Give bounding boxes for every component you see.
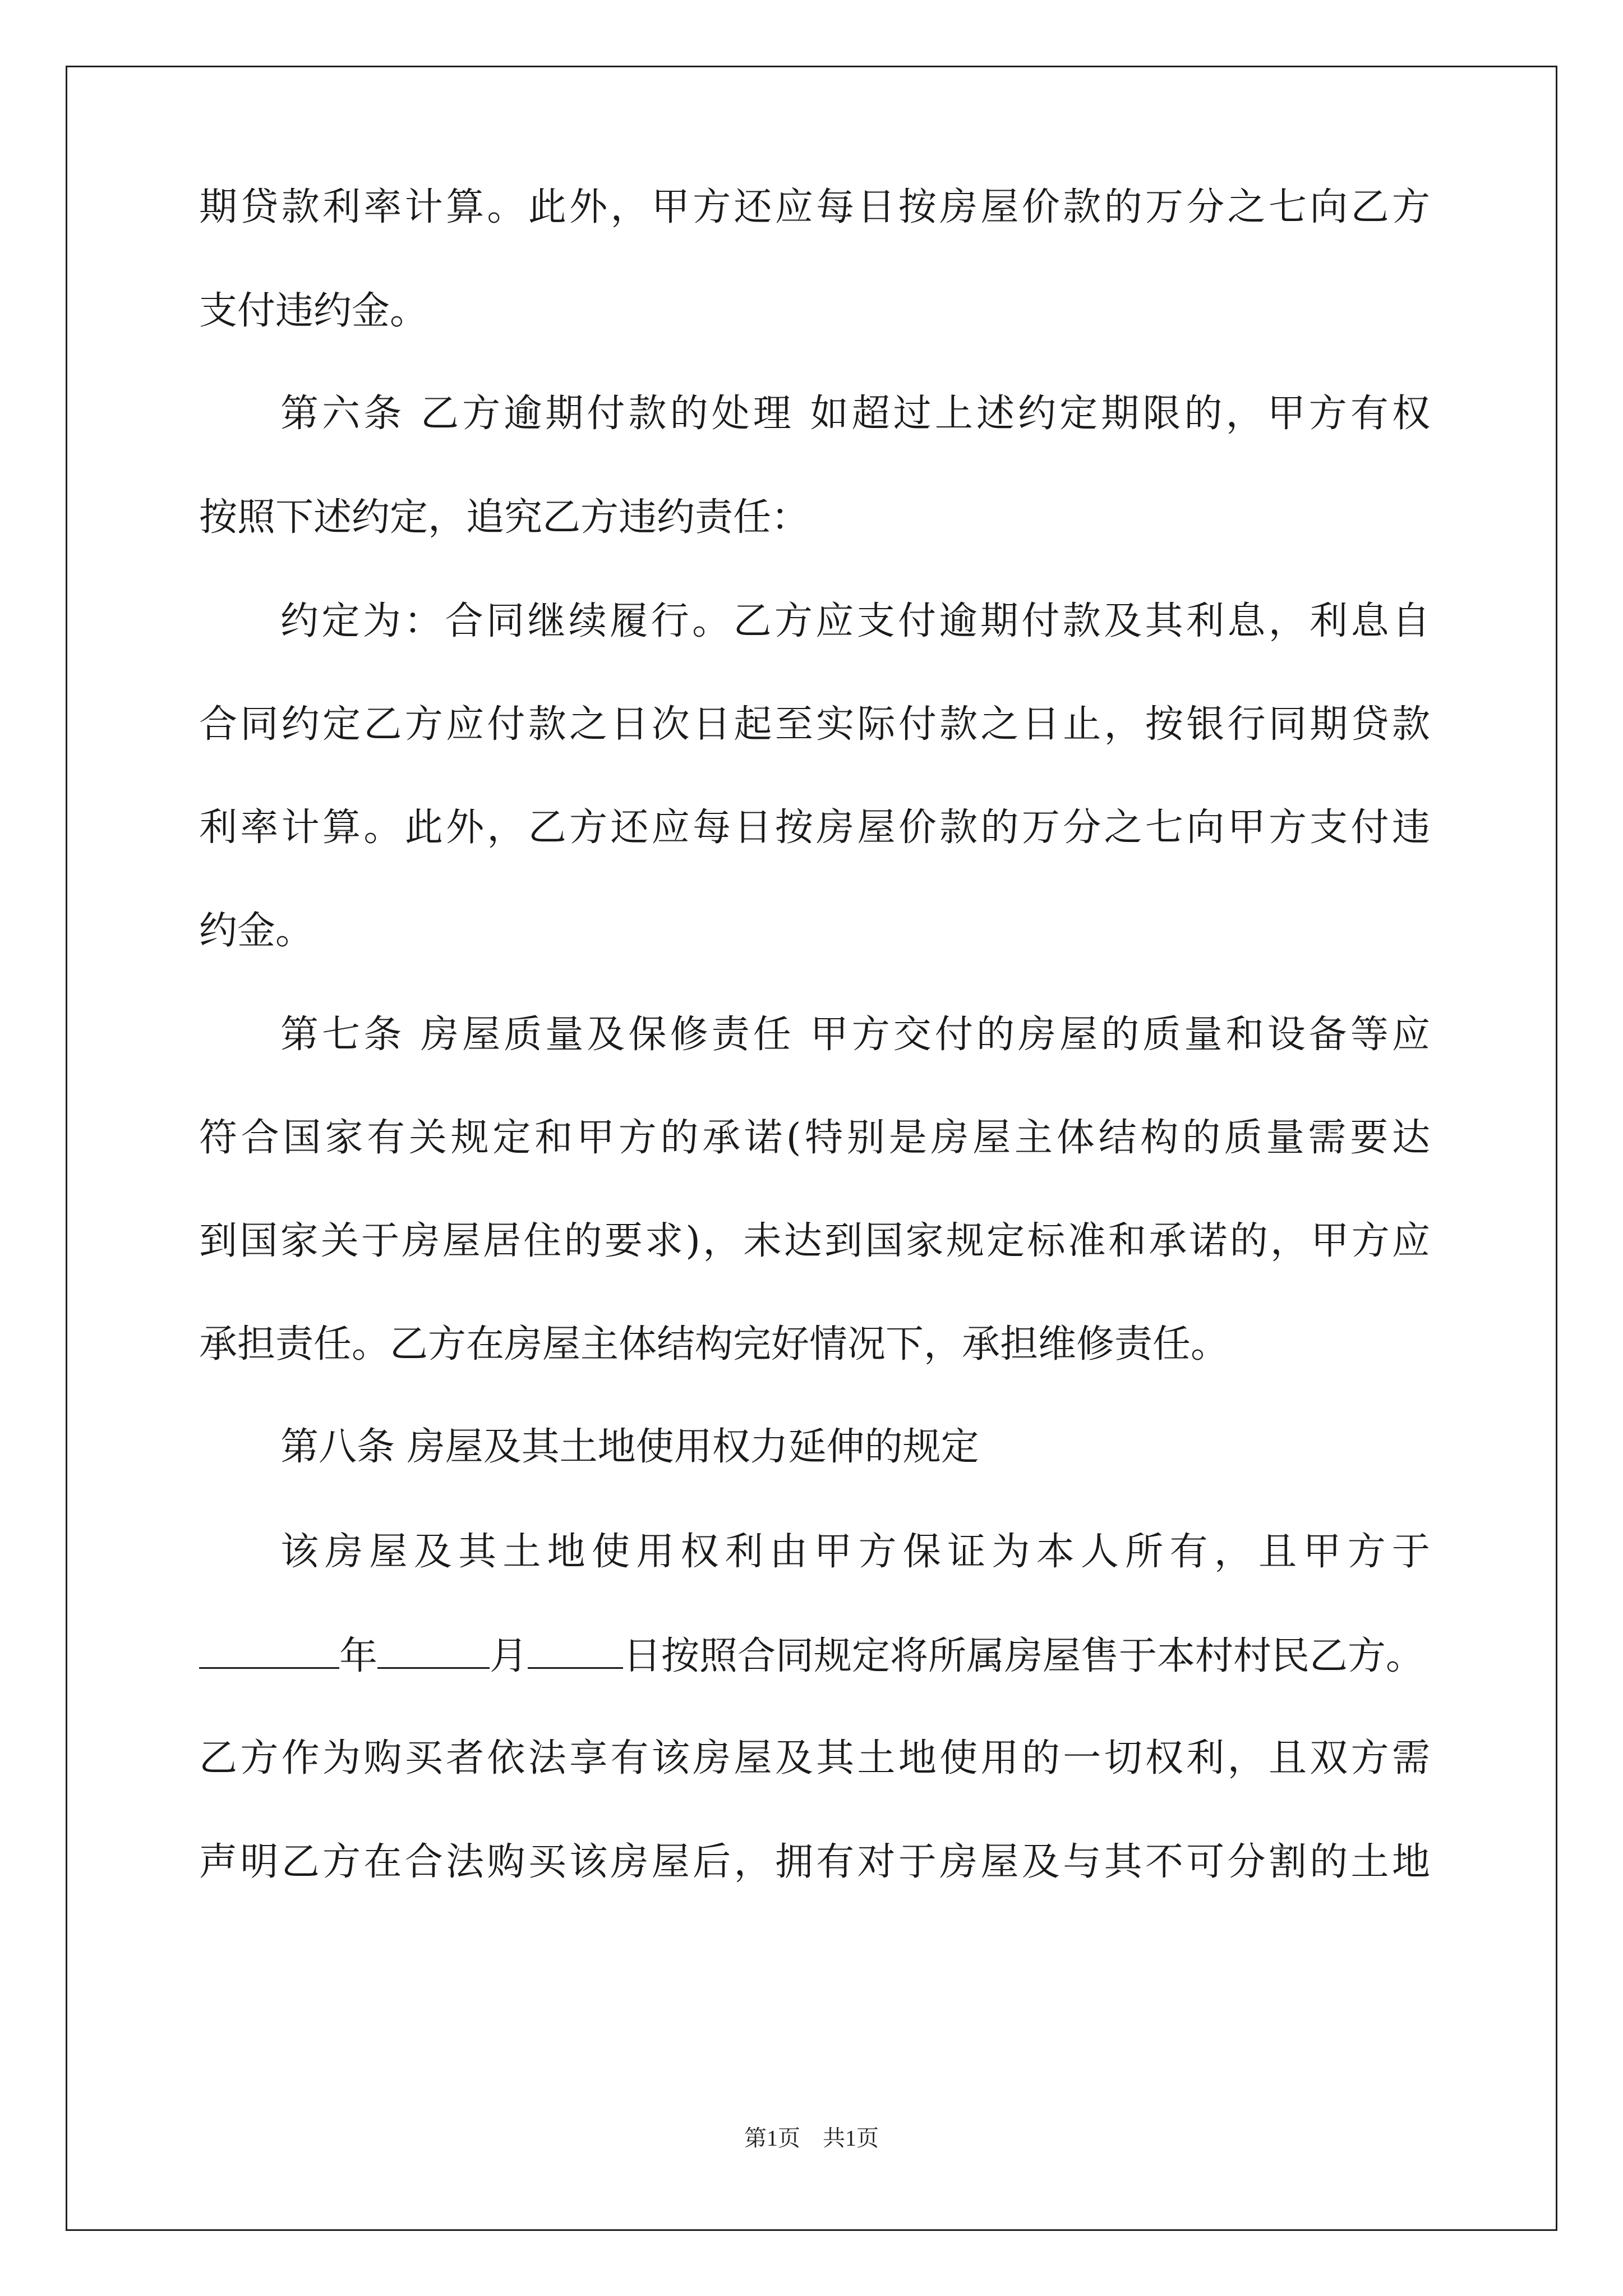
text-line: 约金。 bbox=[199, 909, 314, 953]
article-8-heading: 第八条 房屋及其土地使用权力延伸的规定 bbox=[280, 1425, 979, 1469]
page-number: 第1页 bbox=[744, 2125, 800, 2151]
text-line: 按照下述约定，追究乙方违约责任： bbox=[199, 495, 810, 540]
article-6-heading: 第六条 乙方逾期付款的处理 如超过上述约定期限的，甲方有权 bbox=[280, 392, 1430, 436]
month-label: 月 bbox=[490, 1634, 528, 1678]
text-line: 该房屋及其土地使用权利由甲方保证为本人所有，且甲方于 bbox=[280, 1530, 1430, 1574]
year-label: 年 bbox=[339, 1634, 378, 1678]
text-line: 利率计算。此外，乙方还应每日按房屋价款的万分之七向甲方支付违 bbox=[199, 806, 1430, 850]
text-line: 约定为：合同继续履行。乙方应支付逾期付款及其利息，利息自 bbox=[280, 599, 1430, 643]
text-line: 合同约定乙方应付款之日次日起至实际付款之日止，按银行同期贷款 bbox=[199, 702, 1430, 747]
date-fill-line bbox=[199, 1632, 1430, 1677]
text-line: 乙方作为购买者依法享有该房屋及其土地使用的一切权利，且双方需 bbox=[199, 1736, 1430, 1780]
month-blank[interactable] bbox=[377, 1632, 490, 1669]
text-line: 声明乙方在合法购买该房屋后，拥有对于房屋及与其不可分割的土地 bbox=[199, 1840, 1430, 1884]
text-line: 支付违约金。 bbox=[199, 289, 428, 333]
page-total: 共1页 bbox=[823, 2125, 879, 2151]
text-line: 符合国家有关规定和甲方的承诺(特别是房屋主体结构的质量需要达 bbox=[199, 1116, 1430, 1160]
text-line: 期贷款利率计算。此外，甲方还应每日按房屋价款的万分之七向乙方 bbox=[199, 185, 1430, 229]
text-line: 到国家关于房屋居住的要求)，未达到国家规定标准和承诺的，甲方应 bbox=[199, 1219, 1430, 1263]
text-line: 承担责任。乙方在房屋主体结构完好情况下，承担维修责任。 bbox=[199, 1322, 1229, 1366]
date-line-rest: 日按照合同规定将所属房屋售于本村村民乙方。 bbox=[623, 1634, 1424, 1678]
day-blank[interactable] bbox=[528, 1632, 623, 1669]
year-blank[interactable] bbox=[199, 1632, 339, 1669]
article-7-heading: 第七条 房屋质量及保修责任 甲方交付的房屋的质量和设备等应 bbox=[280, 1013, 1430, 1057]
page-footer bbox=[0, 2120, 1623, 2152]
